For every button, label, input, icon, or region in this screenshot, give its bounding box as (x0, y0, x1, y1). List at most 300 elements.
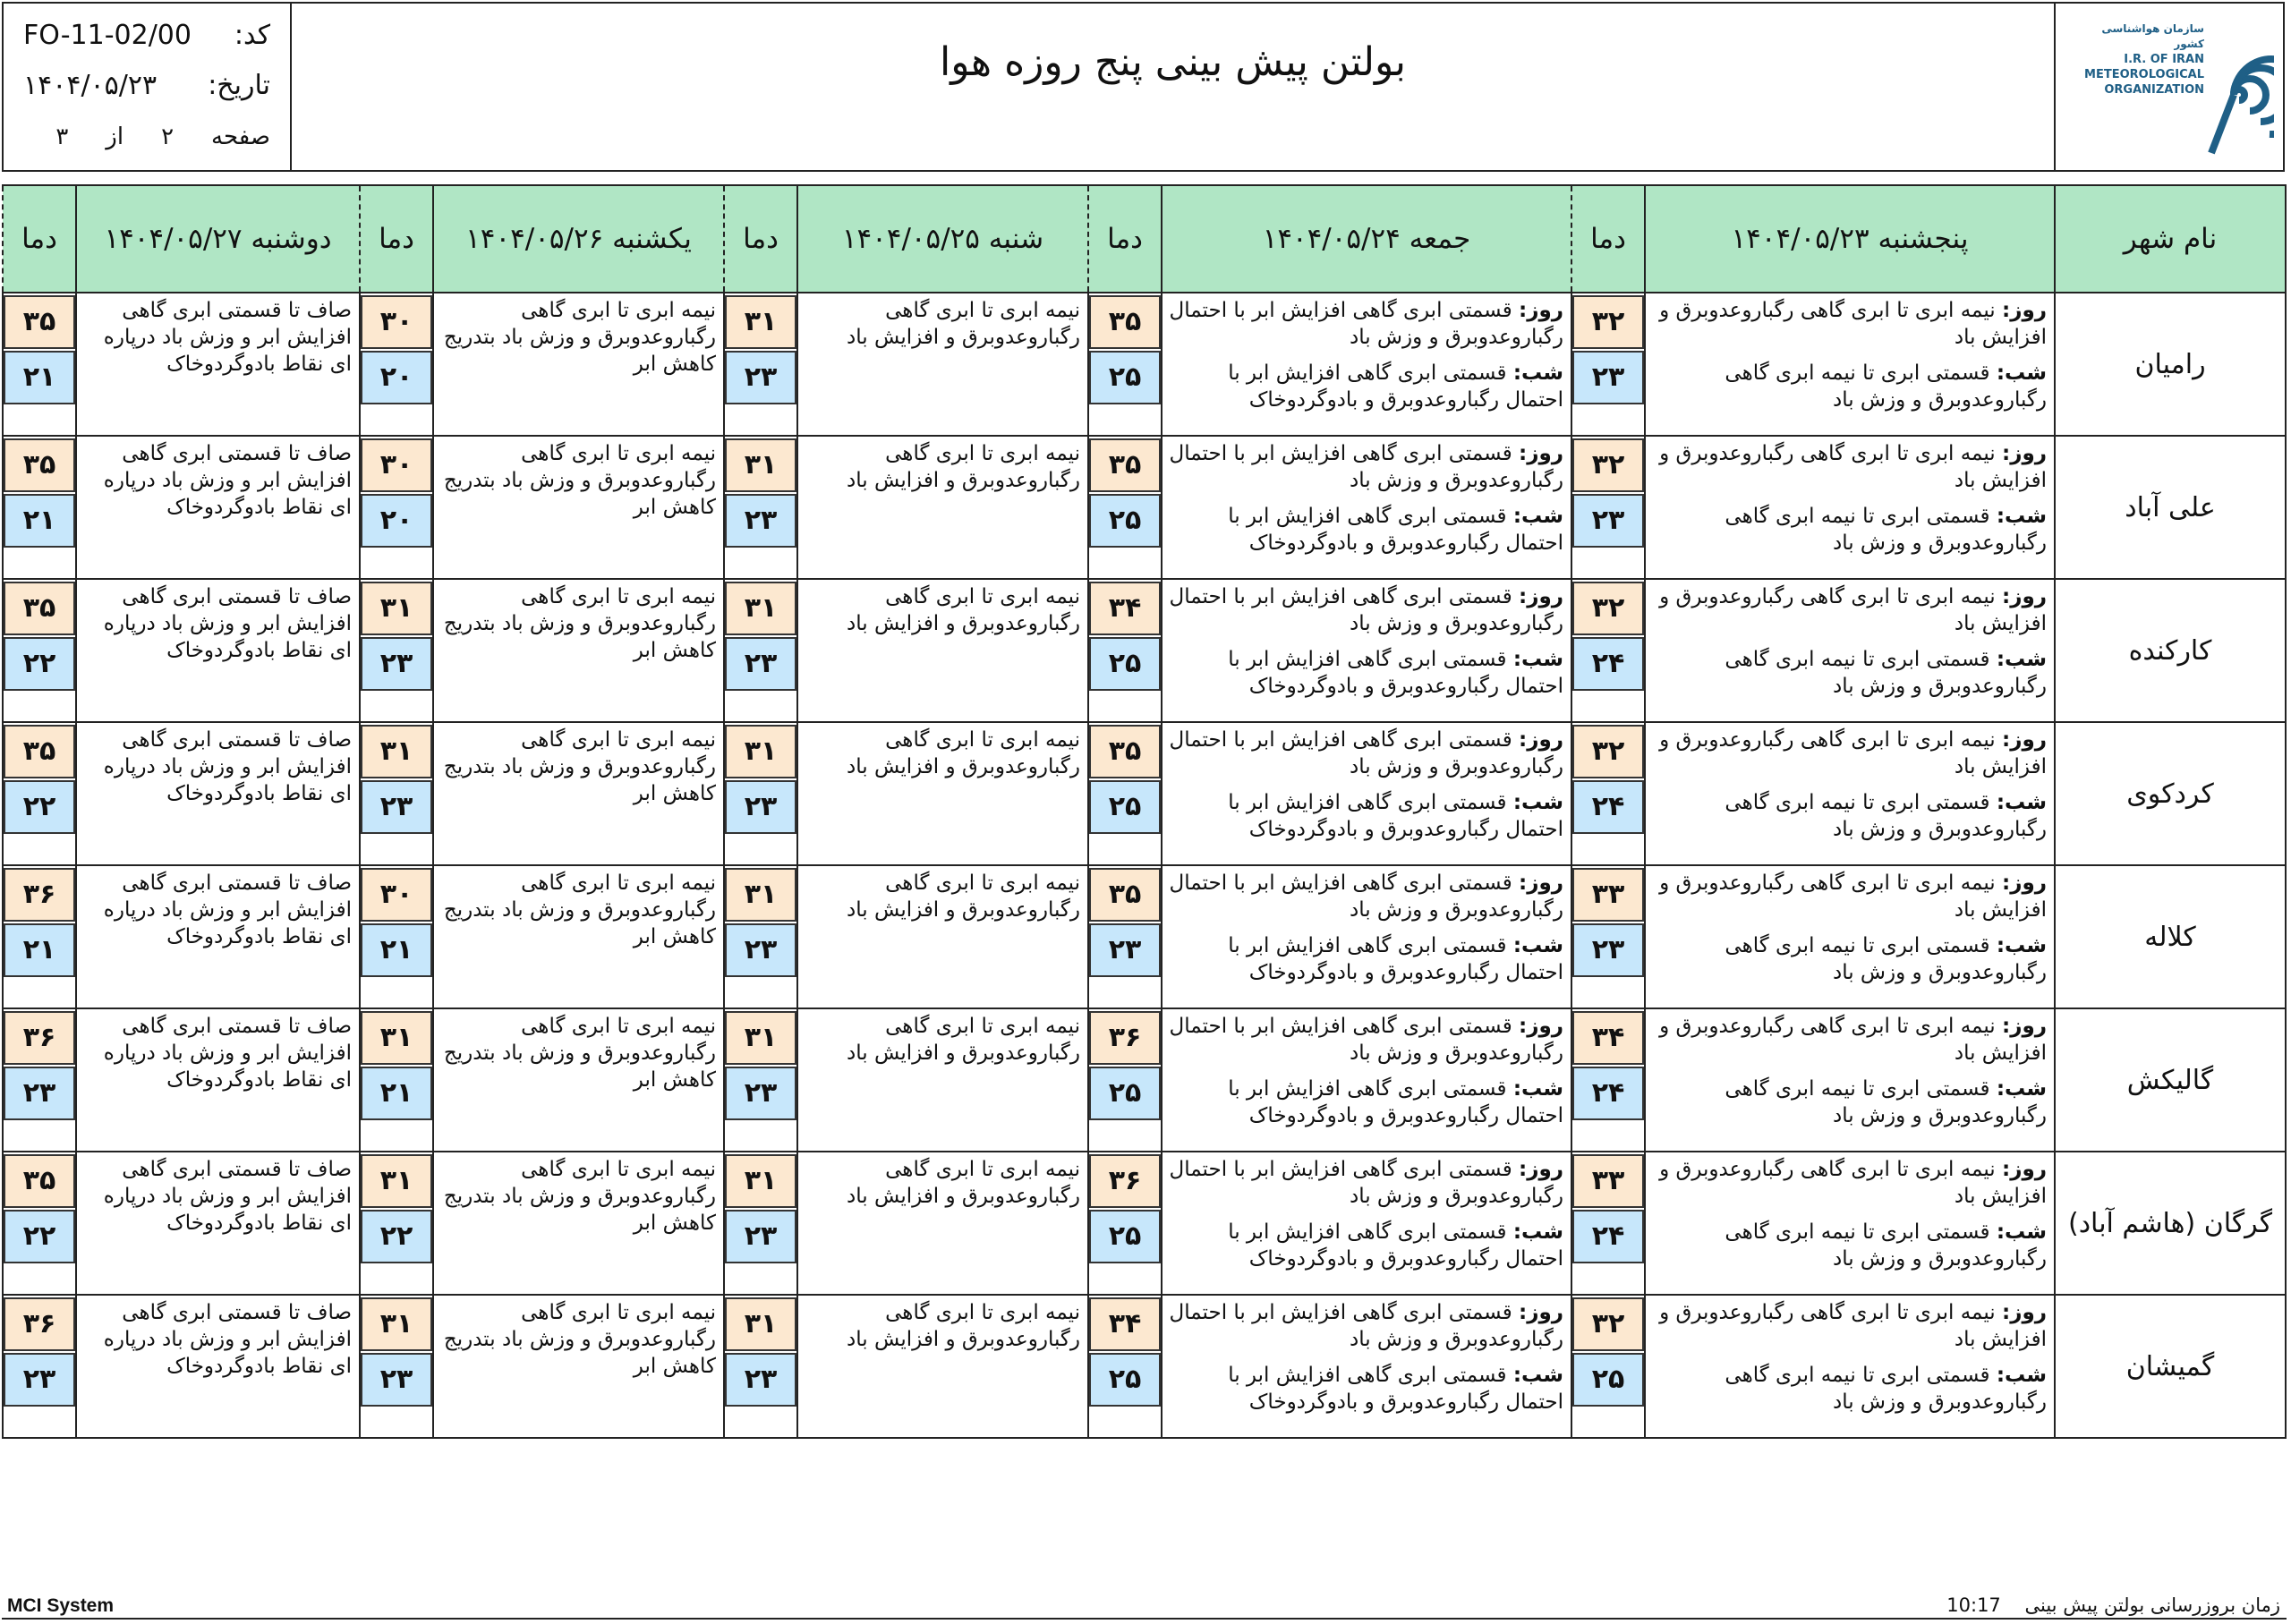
temperature-cell (3, 1008, 76, 1152)
min-temperature: ۲۳ (361, 637, 432, 691)
logo-en-line2: METEOROLOGICAL (2084, 68, 2204, 81)
temperature-cell (1088, 722, 1162, 865)
max-temperature: ۳۱ (725, 438, 796, 492)
page-title: بولتن پیش بینی پنج روزه هوا (939, 39, 1407, 85)
max-temperature: ۳۲ (1572, 582, 1644, 635)
night-label: شب: (1512, 1220, 1563, 1244)
forecast-cell (433, 1008, 724, 1152)
forecast-cell (76, 1008, 360, 1152)
forecast-text: نیمه ابری تا ابری گاهی رگباروعدوبرق و افزایش باد (847, 1301, 1080, 1351)
max-temperature: ۳۳ (1572, 868, 1644, 922)
forecast-description (77, 723, 359, 807)
min-temperature: ۲۴ (1572, 1210, 1644, 1263)
max-temperature: ۳۱ (361, 582, 432, 635)
forecast-text: نیمه ابری تا ابری گاهی رگباروعدوبرق و افزایش باد (847, 728, 1080, 778)
day-text: نیمه ابری تا ابری گاهی رگباروعدوبرق و افزایش باد (1659, 585, 2047, 635)
max-temperature: ۳۲ (1572, 295, 1644, 349)
city-name: رامیان (2055, 293, 2286, 436)
min-temperature: ۲۵ (1089, 1353, 1161, 1407)
min-temperature: ۲۳ (4, 1067, 75, 1120)
max-temperature: ۳۲ (1572, 438, 1644, 492)
max-temperature: ۳۳ (1572, 1154, 1644, 1208)
day-label: روز: (1519, 1301, 1563, 1324)
temperature-cell (724, 1152, 797, 1295)
temperature-cell (724, 436, 797, 579)
page-total: ۳ (55, 123, 69, 150)
night-text: قسمتی ابری گاهی افزایش ابر با احتمال رگباروعدوبرق و بادوگردوخاک (1228, 934, 1563, 984)
day-text: نیمه ابری تا ابری گاهی رگباروعدوبرق و افزایش باد (1659, 1158, 2047, 1208)
temperature-cell (360, 1295, 433, 1438)
city-name: کارکنده (2055, 579, 2286, 722)
night-forecast (1651, 932, 2047, 986)
forecast-cell (797, 1008, 1088, 1152)
max-temperature: ۳۱ (725, 582, 796, 635)
forecast-description (434, 293, 723, 378)
min-temperature: ۲۱ (361, 923, 432, 977)
night-forecast (1651, 789, 2047, 843)
night-label: شب: (1996, 1364, 2047, 1387)
min-temperature: ۲۳ (4, 1353, 75, 1407)
temperature-cell (360, 865, 433, 1008)
city-name: گالیکش (2055, 1008, 2286, 1152)
forecast-description (1646, 1009, 2054, 1129)
forecast-cell (1162, 722, 1571, 865)
day-forecast (1168, 297, 1563, 351)
max-temperature: ۳۵ (1089, 725, 1161, 778)
forecast-description (434, 1009, 723, 1093)
day-text: قسمتی ابری گاهی افزایش ابر با احتمال رگباروعدوبرق و وزش باد (1169, 728, 1563, 778)
forecast-cell (797, 293, 1088, 436)
forecast-description (798, 1009, 1087, 1067)
temperature-cell (724, 1295, 797, 1438)
min-temperature: ۲۳ (725, 780, 796, 834)
meteorology-logo-icon (2193, 23, 2274, 166)
day-text: قسمتی ابری گاهی افزایش ابر با احتمال رگباروعدوبرق و وزش باد (1169, 585, 1563, 635)
day-header: شنبه ۱۴۰۴/۰۵/۲۵ (797, 185, 1088, 293)
night-text: قسمتی ابری گاهی افزایش ابر با احتمال رگباروعدوبرق و بادوگردوخاک (1228, 505, 1563, 555)
temperature-cell (1571, 865, 1645, 1008)
forecast-description (77, 1296, 359, 1380)
temperature-cell (3, 436, 76, 579)
min-temperature: ۲۳ (1089, 923, 1161, 977)
night-label: شب: (1996, 1220, 2047, 1244)
temperature-cell (3, 1295, 76, 1438)
forecast-cell (433, 579, 724, 722)
min-temperature: ۲۴ (1572, 780, 1644, 834)
forecast-text: نیمه ابری تا ابری گاهی رگباروعدوبرق و وزش باد بتدریج کاهش ابر (443, 585, 716, 662)
day-label: روز: (2002, 1015, 2047, 1038)
forecast-description (1646, 293, 2054, 413)
forecast-description (798, 866, 1087, 923)
system-label: MCI System (7, 1595, 115, 1616)
temperature-cell (1088, 1152, 1162, 1295)
logo-area (2054, 4, 2283, 170)
min-temperature: ۲۳ (725, 1210, 796, 1263)
temperature-cell (724, 1008, 797, 1152)
day-label: روز: (1519, 872, 1563, 895)
table-header-row (3, 185, 2286, 293)
date-label: تاریخ: (208, 70, 270, 101)
table-row (3, 722, 2286, 865)
night-forecast (1168, 1362, 1563, 1416)
table-row (3, 865, 2286, 1008)
max-temperature: ۳۰ (361, 438, 432, 492)
forecast-description (434, 1296, 723, 1380)
day-header: پنجشنبه ۱۴۰۴/۰۵/۲۳ (1645, 185, 2055, 293)
day-text: قسمتی ابری گاهی افزایش ابر با احتمال رگباروعدوبرق و وزش باد (1169, 442, 1563, 492)
max-temperature: ۳۱ (361, 1011, 432, 1065)
min-temperature: ۲۳ (361, 780, 432, 834)
day-label: روز: (2002, 728, 2047, 752)
max-temperature: ۳۶ (4, 1011, 75, 1065)
max-temperature: ۳۵ (1089, 868, 1161, 922)
night-forecast (1168, 360, 1563, 413)
min-temperature: ۲۰ (361, 494, 432, 548)
page-row (23, 123, 270, 150)
min-temperature: ۲۳ (1572, 923, 1644, 977)
code-label: کد: (234, 20, 270, 51)
table-row (3, 1152, 2286, 1295)
night-label: شب: (1512, 648, 1563, 671)
forecast-description (434, 1152, 723, 1237)
day-text: قسمتی ابری گاهی افزایش ابر با احتمال رگباروعدوبرق و وزش باد (1169, 299, 1563, 349)
forecast-description (1646, 723, 2054, 843)
day-text: نیمه ابری تا ابری گاهی رگباروعدوبرق و افزایش باد (1659, 442, 2047, 492)
forecast-cell (1645, 436, 2055, 579)
day-label: روز: (1519, 585, 1563, 608)
forecast-text: صاف تا قسمتی ابری گاهی افزایش ابر و وزش باد درپاره ای نقاط بادوگردوخاک (103, 1015, 352, 1092)
night-text: قسمتی ابری تا نیمه ابری گاهی رگباروعدوبرق و وزش باد (1725, 1364, 2047, 1414)
forecast-description (798, 293, 1087, 351)
max-temperature: ۳۱ (361, 725, 432, 778)
min-temperature: ۲۲ (4, 1210, 75, 1263)
forecast-text: نیمه ابری تا ابری گاهی رگباروعدوبرق و افزایش باد (847, 585, 1080, 635)
max-temperature: ۳۶ (1089, 1011, 1161, 1065)
forecast-text: نیمه ابری تا ابری گاهی رگباروعدوبرق و وزش باد بتدریج کاهش ابر (443, 728, 716, 805)
forecast-cell (1162, 865, 1571, 1008)
night-forecast (1168, 503, 1563, 557)
table-row (3, 579, 2286, 722)
forecast-table (2, 184, 2287, 1439)
temperature-cell (724, 293, 797, 436)
forecast-description (434, 723, 723, 807)
forecast-description (1163, 293, 1571, 413)
forecast-description (1646, 1296, 2054, 1416)
day-forecast (1168, 727, 1563, 780)
day-text: قسمتی ابری گاهی افزایش ابر با احتمال رگباروعدوبرق و وزش باد (1169, 1158, 1563, 1208)
day-forecast (1651, 583, 2047, 637)
forecast-cell (76, 1295, 360, 1438)
temp-header: دما (1571, 185, 1645, 293)
day-text: قسمتی ابری گاهی افزایش ابر با احتمال رگباروعدوبرق و وزش باد (1169, 872, 1563, 922)
max-temperature: ۳۶ (1089, 1154, 1161, 1208)
city-name: گمیشان (2055, 1295, 2286, 1438)
night-label: شب: (1996, 1077, 2047, 1101)
city-name: علی آباد (2055, 436, 2286, 579)
forecast-cell (1162, 1295, 1571, 1438)
max-temperature: ۳۵ (4, 295, 75, 349)
forecast-description (798, 1152, 1087, 1210)
min-temperature: ۲۵ (1089, 1210, 1161, 1263)
forecast-text: نیمه ابری تا ابری گاهی رگباروعدوبرق و وزش باد بتدریج کاهش ابر (443, 442, 716, 519)
temp-header: دما (360, 185, 433, 293)
forecast-cell (433, 865, 724, 1008)
night-forecast (1651, 646, 2047, 700)
night-forecast (1168, 789, 1563, 843)
forecast-cell (433, 436, 724, 579)
forecast-cell (76, 865, 360, 1008)
forecast-description (434, 437, 723, 521)
max-temperature: ۳۱ (361, 1154, 432, 1208)
night-forecast (1651, 1362, 2047, 1416)
day-label: روز: (1519, 1158, 1563, 1181)
day-text: نیمه ابری تا ابری گاهی رگباروعدوبرق و افزایش باد (1659, 1015, 2047, 1065)
night-label: شب: (1996, 648, 2047, 671)
forecast-text: صاف تا قسمتی ابری گاهی افزایش ابر و وزش باد درپاره ای نقاط بادوگردوخاک (103, 585, 352, 662)
forecast-cell (1162, 1152, 1571, 1295)
min-temperature: ۲۵ (1089, 351, 1161, 404)
min-temperature: ۲۳ (361, 1353, 432, 1407)
forecast-description (798, 723, 1087, 780)
code-row (23, 20, 270, 51)
min-temperature: ۲۱ (361, 1067, 432, 1120)
forecast-text: صاف تا قسمتی ابری گاهی افزایش ابر و وزش باد درپاره ای نقاط بادوگردوخاک (103, 1301, 352, 1378)
day-forecast (1651, 297, 2047, 351)
forecast-text: نیمه ابری تا ابری گاهی رگباروعدوبرق و افزایش باد (847, 872, 1080, 922)
forecast-text: نیمه ابری تا ابری گاهی رگباروعدوبرق و وزش باد بتدریج کاهش ابر (443, 1301, 716, 1378)
forecast-cell (433, 722, 724, 865)
forecast-text: نیمه ابری تا ابری گاهی رگباروعدوبرق و افزایش باد (847, 442, 1080, 492)
day-label: روز: (2002, 872, 2047, 895)
forecast-description (1163, 1296, 1571, 1416)
forecast-description (77, 293, 359, 378)
forecast-cell (797, 436, 1088, 579)
day-label: روز: (1519, 1015, 1563, 1038)
day-text: قسمتی ابری گاهی افزایش ابر با احتمال رگباروعدوبرق و وزش باد (1169, 1301, 1563, 1351)
min-temperature: ۲۱ (4, 494, 75, 548)
update-label: زمان بروزرسانی بولتن پیش بینی (2024, 1594, 2280, 1616)
forecast-cell (797, 579, 1088, 722)
night-forecast (1651, 1076, 2047, 1129)
night-label: شب: (1996, 934, 2047, 957)
min-temperature: ۲۳ (725, 494, 796, 548)
night-forecast (1651, 503, 2047, 557)
day-forecast (1168, 583, 1563, 637)
forecast-text: نیمه ابری تا ابری گاهی رگباروعدوبرق و وزش باد بتدریج کاهش ابر (443, 1158, 716, 1235)
max-temperature: ۳۴ (1572, 1011, 1644, 1065)
min-temperature: ۲۵ (1089, 1067, 1161, 1120)
forecast-description (798, 437, 1087, 494)
temperature-cell (1088, 1008, 1162, 1152)
night-forecast (1651, 1219, 2047, 1272)
night-label: شب: (1996, 505, 2047, 528)
update-time: 10:17 (1946, 1594, 2001, 1616)
day-forecast (1651, 440, 2047, 494)
max-temperature: ۳۱ (725, 1297, 796, 1351)
forecast-cell (797, 722, 1088, 865)
max-temperature: ۳۲ (1572, 1297, 1644, 1351)
document-meta (4, 4, 292, 170)
forecast-cell (1645, 865, 2055, 1008)
temperature-cell (1571, 436, 1645, 579)
table-row (3, 1008, 2286, 1152)
temperature-cell (1571, 1008, 1645, 1152)
forecast-cell (1162, 436, 1571, 579)
temperature-cell (360, 293, 433, 436)
temperature-cell (360, 722, 433, 865)
day-label: روز: (2002, 442, 2047, 465)
night-text: قسمتی ابری تا نیمه ابری گاهی رگباروعدوبرق و وزش باد (1725, 505, 2047, 555)
min-temperature: ۲۳ (725, 923, 796, 977)
min-temperature: ۲۵ (1089, 494, 1161, 548)
forecast-cell (1645, 722, 2055, 865)
forecast-description (77, 866, 359, 950)
night-label: شب: (1512, 505, 1563, 528)
max-temperature: ۳۵ (1089, 438, 1161, 492)
forecast-cell (1162, 293, 1571, 436)
forecast-description (1163, 437, 1571, 557)
night-text: قسمتی ابری تا نیمه ابری گاهی رگباروعدوبرق و وزش باد (1725, 934, 2047, 984)
forecast-description (434, 866, 723, 950)
night-forecast (1168, 1076, 1563, 1129)
forecast-description (798, 1296, 1087, 1353)
forecast-description (1646, 1152, 2054, 1272)
city-name: کلاله (2055, 865, 2286, 1008)
temperature-cell (724, 722, 797, 865)
forecast-text: نیمه ابری تا ابری گاهی رگباروعدوبرق و وزش باد بتدریج کاهش ابر (443, 872, 716, 948)
max-temperature: ۳۱ (725, 1011, 796, 1065)
min-temperature: ۲۰ (361, 351, 432, 404)
max-temperature: ۳۴ (1089, 582, 1161, 635)
logo-en-line1: I.R. OF IRAN (2124, 53, 2204, 66)
forecast-description (77, 437, 359, 521)
forecast-cell (797, 1295, 1088, 1438)
day-forecast (1168, 440, 1563, 494)
night-label: شب: (1512, 791, 1563, 814)
day-forecast (1168, 1156, 1563, 1210)
forecast-description (434, 580, 723, 664)
day-forecast (1168, 1013, 1563, 1067)
city-name: گرگان (هاشم آباد) (2055, 1152, 2286, 1295)
min-temperature: ۲۱ (4, 923, 75, 977)
forecast-cell (1645, 579, 2055, 722)
day-text: قسمتی ابری گاهی افزایش ابر با احتمال رگباروعدوبرق و وزش باد (1169, 1015, 1563, 1065)
city-name: کردکوی (2055, 722, 2286, 865)
forecast-cell (76, 436, 360, 579)
night-label: شب: (1996, 361, 2047, 385)
day-label: روز: (2002, 1301, 2047, 1324)
forecast-cell (1162, 579, 1571, 722)
night-forecast (1168, 1219, 1563, 1272)
temperature-cell (1571, 293, 1645, 436)
forecast-description (1163, 580, 1571, 700)
temp-header: دما (3, 185, 76, 293)
logo-fa-text: سازمان هواشناسی کشور (2101, 22, 2204, 50)
day-forecast (1651, 727, 2047, 780)
city-header: نام شهر (2055, 185, 2286, 293)
temperature-cell (360, 1152, 433, 1295)
forecast-cell (797, 1152, 1088, 1295)
night-text: قسمتی ابری گاهی افزایش ابر با احتمال رگباروعدوبرق و بادوگردوخاک (1228, 648, 1563, 698)
forecast-text: صاف تا قسمتی ابری گاهی افزایش ابر و وزش باد درپاره ای نقاط بادوگردوخاک (103, 728, 352, 805)
forecast-text: صاف تا قسمتی ابری گاهی افزایش ابر و وزش باد درپاره ای نقاط بادوگردوخاک (103, 1158, 352, 1235)
forecast-text: نیمه ابری تا ابری گاهی رگباروعدوبرق و افزایش باد (847, 1158, 1080, 1208)
min-temperature: ۲۲ (4, 780, 75, 834)
max-temperature: ۳۱ (725, 725, 796, 778)
min-temperature: ۲۴ (1572, 637, 1644, 691)
night-text: قسمتی ابری تا نیمه ابری گاهی رگباروعدوبرق و وزش باد (1725, 1220, 2047, 1271)
max-temperature: ۳۱ (725, 1154, 796, 1208)
temperature-cell (3, 722, 76, 865)
night-text: قسمتی ابری گاهی افزایش ابر با احتمال رگباروعدوبرق و بادوگردوخاک (1228, 791, 1563, 841)
temperature-cell (3, 865, 76, 1008)
temperature-cell (1088, 293, 1162, 436)
temperature-cell (3, 293, 76, 436)
max-temperature: ۳۵ (4, 582, 75, 635)
temp-header: دما (1088, 185, 1162, 293)
forecast-cell (76, 1152, 360, 1295)
max-temperature: ۳۲ (1572, 725, 1644, 778)
forecast-cell (1645, 1295, 2055, 1438)
temperature-cell (3, 579, 76, 722)
temperature-cell (3, 1152, 76, 1295)
forecast-cell (433, 1152, 724, 1295)
day-header: دوشنبه ۱۴۰۴/۰۵/۲۷ (76, 185, 360, 293)
temperature-cell (1571, 579, 1645, 722)
day-forecast (1651, 1156, 2047, 1210)
forecast-cell (76, 579, 360, 722)
page-of: از (106, 123, 124, 150)
logo-text (2070, 21, 2204, 98)
code-value: FO-11-02/00 (23, 20, 192, 51)
night-text: قسمتی ابری گاهی افزایش ابر با احتمال رگباروعدوبرق و بادوگردوخاک (1228, 1364, 1563, 1414)
date-row (23, 70, 270, 101)
night-label: شب: (1996, 791, 2047, 814)
temperature-cell (360, 436, 433, 579)
max-temperature: ۳۵ (4, 725, 75, 778)
night-label: شب: (1512, 1077, 1563, 1101)
forecast-text: نیمه ابری تا ابری گاهی رگباروعدوبرق و افزایش باد (847, 299, 1080, 349)
forecast-text: نیمه ابری تا ابری گاهی رگباروعدوبرق و وزش باد بتدریج کاهش ابر (443, 299, 716, 376)
forecast-description (77, 1152, 359, 1237)
day-text: نیمه ابری تا ابری گاهی رگباروعدوبرق و افزایش باد (1659, 728, 2047, 778)
day-label: روز: (1519, 728, 1563, 752)
day-label: روز: (2002, 299, 2047, 322)
night-text: قسمتی ابری گاهی افزایش ابر با احتمال رگباروعدوبرق و بادوگردوخاک (1228, 1077, 1563, 1127)
temperature-cell (1088, 579, 1162, 722)
forecast-description (1163, 723, 1571, 843)
min-temperature: ۲۵ (1089, 780, 1161, 834)
min-temperature: ۲۳ (1572, 351, 1644, 404)
forecast-description (1163, 1009, 1571, 1129)
day-forecast (1168, 870, 1563, 923)
night-label: شب: (1512, 361, 1563, 385)
temperature-cell (360, 579, 433, 722)
max-temperature: ۳۶ (4, 868, 75, 922)
temperature-cell (1571, 1295, 1645, 1438)
min-temperature: ۲۳ (725, 637, 796, 691)
night-text: قسمتی ابری تا نیمه ابری گاهی رگباروعدوبرق و وزش باد (1725, 791, 2047, 841)
min-temperature: ۲۴ (1572, 1067, 1644, 1120)
forecast-description (77, 1009, 359, 1093)
forecast-text: صاف تا قسمتی ابری گاهی افزایش ابر و وزش باد درپاره ای نقاط بادوگردوخاک (103, 442, 352, 519)
bulletin-header (2, 2, 2285, 172)
temperature-cell (724, 865, 797, 1008)
day-label: روز: (2002, 585, 2047, 608)
night-label: شب: (1512, 1364, 1563, 1387)
max-temperature: ۳۵ (4, 1154, 75, 1208)
night-text: قسمتی ابری گاهی افزایش ابر با احتمال رگباروعدوبرق و بادوگردوخاک (1228, 361, 1563, 412)
